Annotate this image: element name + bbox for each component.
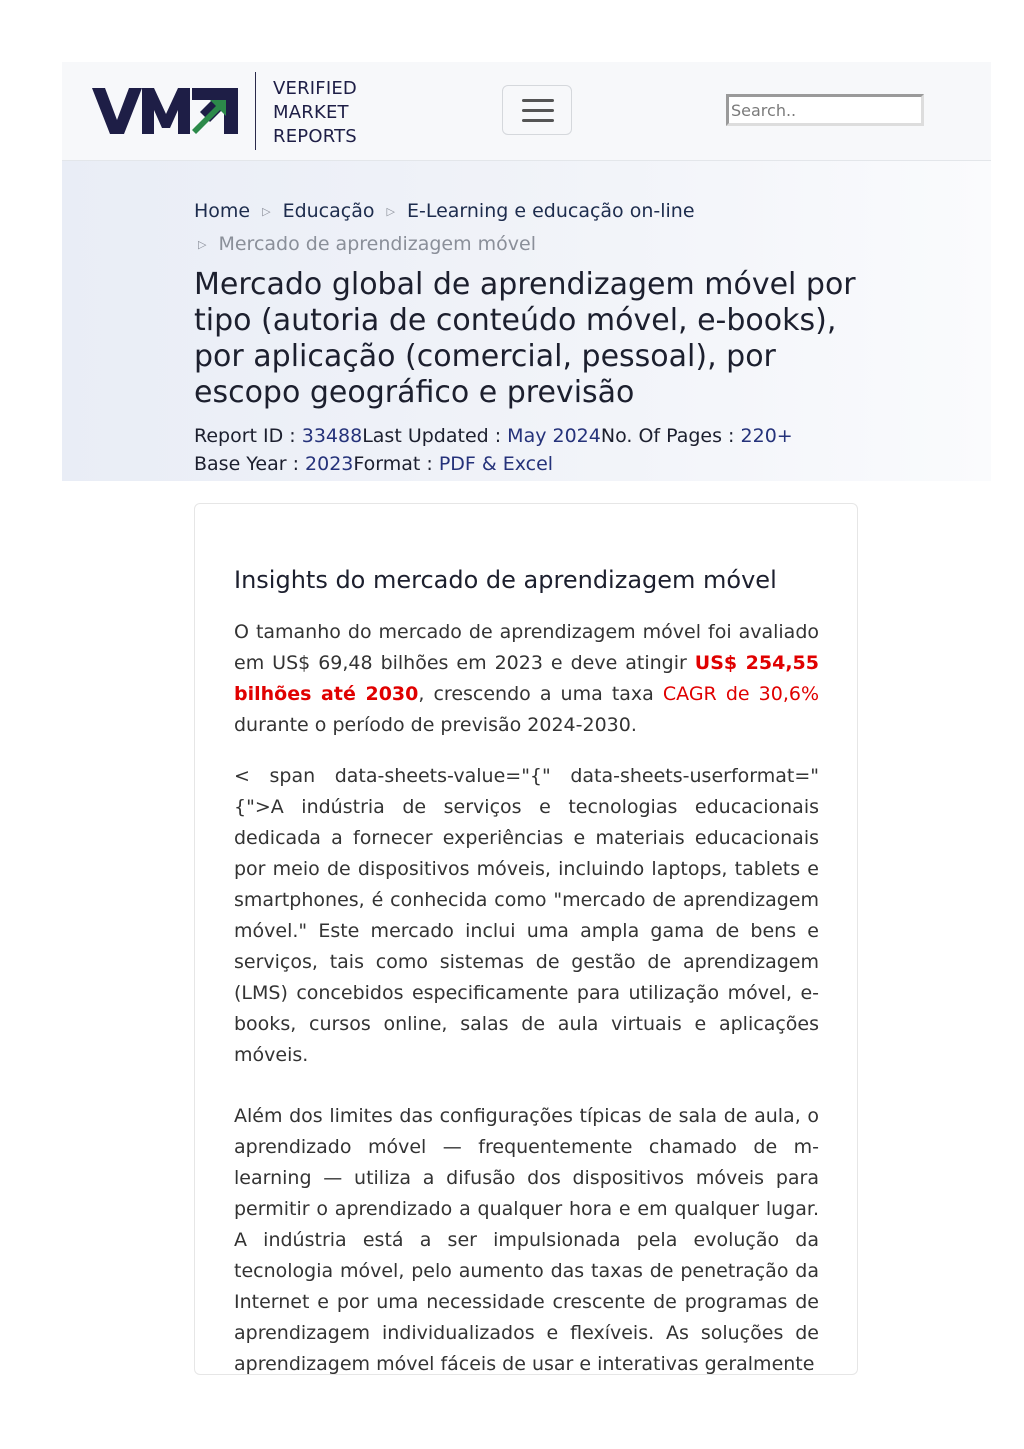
search-input[interactable]: [726, 94, 924, 126]
insights-card: [194, 503, 858, 1375]
pages-value: 220+: [740, 425, 793, 447]
hamburger-menu-button[interactable]: [502, 85, 572, 135]
report-id-value: 33488: [301, 425, 363, 447]
last-updated-value: May 2024: [507, 425, 601, 447]
p1-text-c: durante o período de previsão 2024-2030.: [234, 714, 637, 736]
report-meta: [194, 422, 894, 478]
insights-paragraph-2: < span data-sheets-value="{" data-sheets-userformat=" {">A indústria de serviços e tecnologias educacionais dedicada a fornecer experiências e materiais educacionais por meio de dispositivos móveis, incluindo laptops, tablets e smartphones, é conhecida como "mercado de aprendizagem móvel." Este mercado inclui uma ampla gama de bens e serviços, tais como sistemas de gestão de aprendizagem (LMS) concebidos especificamente para utilização móvel, e-books, cursos online, salas de aula virtuais e aplicações móveis.: [234, 765, 819, 1066]
base-year-label: Base Year :: [194, 453, 306, 475]
insights-heading: Insights do mercado de aprendizagem móvel: [234, 566, 777, 594]
pages-label: No. Of Pages :: [600, 425, 741, 447]
breadcrumb-elearning-link[interactable]: E-Learning e educação on-line: [406, 200, 695, 222]
breadcrumb: [194, 196, 834, 262]
logo-line-verified: VERIFIED: [273, 78, 357, 99]
base-year-value: 2023: [305, 453, 354, 475]
chevron-right-icon: ▷: [198, 238, 207, 251]
hamburger-icon-bar: [522, 119, 554, 122]
breadcrumb-home-link[interactable]: Home: [194, 200, 251, 222]
format-value: PDF & Excel: [438, 453, 554, 475]
format-label: Format :: [353, 453, 439, 475]
insights-content: [234, 617, 819, 1375]
p1-text-a: O tamanho do mercado de aprendizagem móvel foi avaliado em US$ 69,48 bilhões em 2023 e deve atingir: [234, 621, 819, 674]
paragraph-spacer: [234, 1091, 819, 1101]
p1-highlight-value: US$ 254,55 bilhões até 2030: [234, 652, 819, 705]
logo-wordmark[interactable]: [273, 77, 357, 149]
breadcrumb-current: Mercado de aprendizagem móvel: [218, 233, 536, 255]
logo-line-reports: REPORTS: [273, 126, 357, 147]
chevron-right-icon: ▷: [386, 205, 395, 218]
page-title: Mercado global de aprendizagem móvel por tipo (autoria de conteúdo móvel, e-books), por aplicação (comercial, pessoal), por escopo geográfico e previsão: [194, 267, 856, 410]
site-header: [62, 62, 991, 161]
insights-paragraph-1: [234, 617, 819, 741]
p1-cagr-link[interactable]: CAGR de 30,6%: [662, 683, 819, 705]
p1-text-b: , crescendo a uma taxa: [418, 683, 663, 705]
hamburger-icon-bar: [522, 99, 554, 102]
last-updated-label: Last Updated :: [362, 425, 508, 447]
logo-line-market: MARKET: [273, 102, 349, 123]
insights-paragraph-3: Além dos limites das configurações típicas de sala de aula, o aprendizado móvel — frequentemente chamado de m-learning — utiliza a difusão dos dispositivos móveis para permitir o aprendizado a qualquer hora e em qualquer lugar. A indústria está a ser impulsionada pela evolução da tecnologia móvel, pelo aumento das taxas de penetração da Internet e por uma necessidade crescente de programas de aprendizagem individualizados e flexíveis. As soluções de aprendizagem móvel fáceis de usar e interativas geralmente: [234, 1105, 819, 1375]
logo-divider: [255, 72, 256, 150]
report-id-label: Report ID :: [194, 425, 302, 447]
chevron-right-icon: ▷: [262, 205, 271, 218]
vmr-logo-icon[interactable]: [92, 86, 238, 140]
hamburger-icon-bar: [522, 109, 554, 112]
breadcrumb-education-link[interactable]: Educação: [282, 200, 375, 222]
